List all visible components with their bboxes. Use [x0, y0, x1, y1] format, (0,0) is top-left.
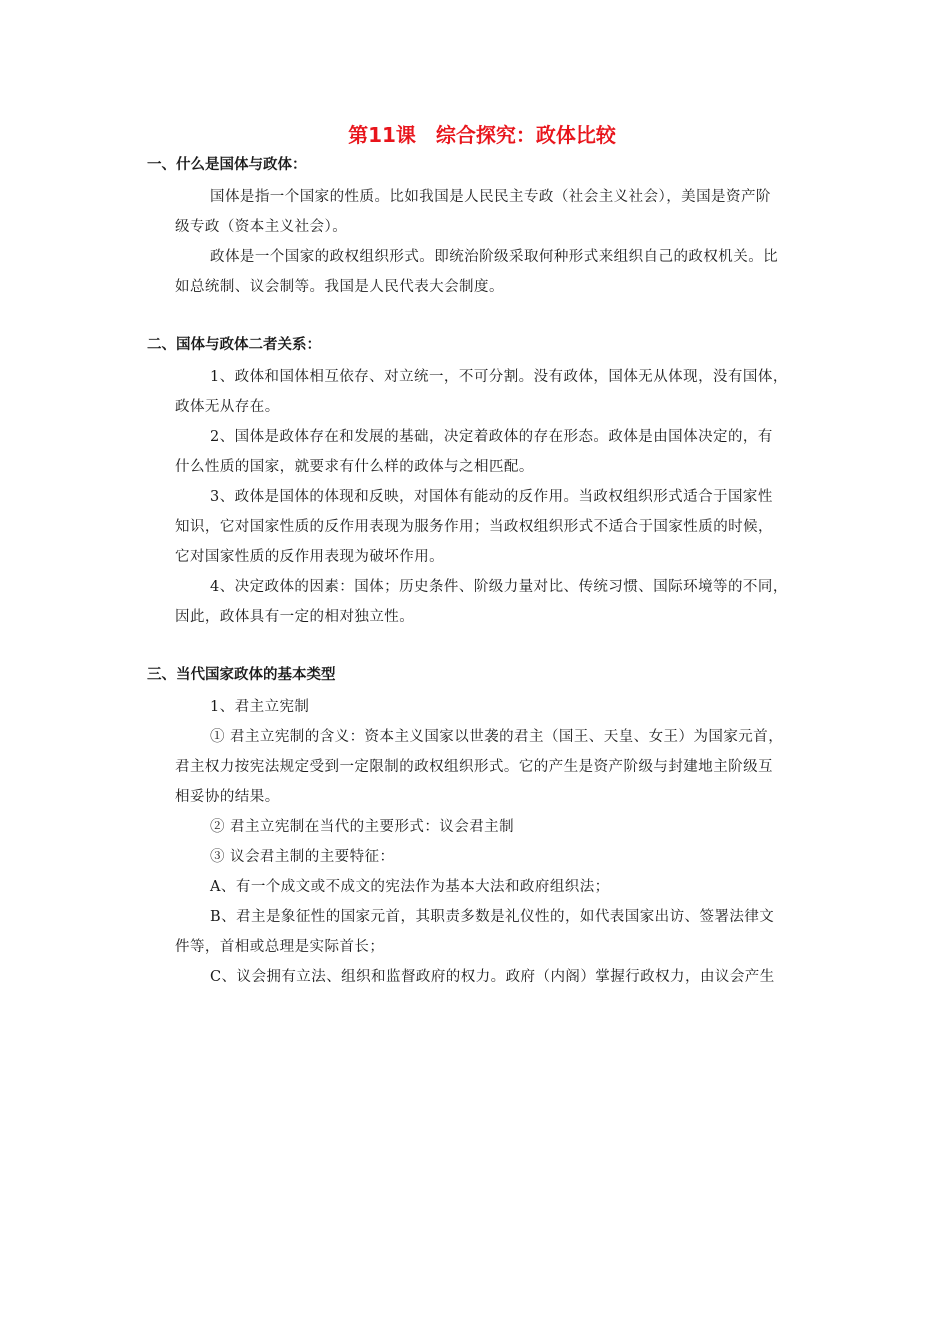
- paragraph-line: 相妥协的结果。: [175, 789, 280, 805]
- paragraph: [137, 482, 827, 572]
- paragraph-line: 国体是指一个国家的性质。比如我国是人民民主专政（社会主义社会），美国是资产阶: [210, 189, 771, 205]
- paragraph-line: 知识，它对国家性质的反作用表现为服务作用；当政权组织形式不适合于国家性质的时候，: [175, 519, 773, 535]
- paragraph: [137, 422, 827, 482]
- paragraph: [137, 872, 827, 902]
- paragraph: [137, 242, 827, 302]
- paragraph-line: 1、君主立宪制: [210, 699, 310, 715]
- paragraph-line: 君主权力按宪法规定受到一定限制的政权组织形式。它的产生是资产阶级与封建地主阶级互: [175, 759, 773, 775]
- page-title: 第11课 综合探究：政体比较: [348, 123, 616, 147]
- paragraph-line: 件等，首相或总理是实际首长；: [175, 939, 385, 955]
- paragraph: [137, 902, 827, 962]
- paragraph: [137, 812, 827, 842]
- paragraph-line: ① 君主立宪制的含义：资本主义国家以世袭的君主（国王、天皇、女王）为国家元首，: [210, 729, 784, 745]
- paragraph-line: C、议会拥有立法、组织和监督政府的权力。政府（内阁）掌握行政权力，由议会产生: [210, 969, 775, 985]
- paragraph-line: 如总统制、议会制等。我国是人民代表大会制度。: [175, 279, 504, 295]
- section-heading: 二、国体与政体二者关系：: [147, 337, 321, 353]
- paragraph-line: 政体无从存在。: [175, 399, 280, 415]
- paragraph: [137, 842, 827, 872]
- paragraph: [137, 182, 827, 242]
- paragraph-line: 3、政体是国体的体现和反映，对国体有能动的反作用。当政权组织形式适合于国家性: [210, 489, 773, 505]
- paragraph: [137, 722, 827, 812]
- document-page: [137, 118, 827, 992]
- section-heading: 一、什么是国体与政体：: [147, 157, 307, 173]
- paragraph-line: 因此，政体具有一定的相对独立性。: [175, 609, 415, 625]
- paragraph-line: 什么性质的国家，就要求有什么样的政体与之相匹配。: [175, 459, 534, 475]
- paragraph-line: 级专政（资本主义社会）。: [175, 219, 348, 235]
- paragraph-line: ② 君主立宪制在当代的主要形式：议会君主制: [210, 819, 515, 835]
- paragraph-line: ③ 议会君主制的主要特征：: [210, 849, 395, 865]
- paragraph-line: 它对国家性质的反作用表现为破坏作用。: [175, 549, 445, 565]
- paragraph: [137, 572, 827, 632]
- section-3: [137, 662, 827, 992]
- section-heading: 三、当代国家政体的基本类型: [147, 667, 336, 683]
- paragraph-line: A、有一个成文或不成文的宪法作为基本大法和政府组织法；: [210, 879, 610, 895]
- section-2: [137, 332, 827, 632]
- paragraph-line: 4、决定政体的因素：国体；历史条件、阶级力量对比、传统习惯、国际环境等的不同，: [210, 579, 788, 595]
- paragraph-line: 2、国体是政体存在和发展的基础，决定着政体的存在形态。政体是由国体决定的，有: [210, 429, 773, 445]
- paragraph-line: 政体是一个国家的政权组织形式。即统治阶级采取何种形式来组织自己的政权机关。比: [210, 249, 779, 265]
- paragraph: [137, 962, 827, 992]
- section-1: [137, 152, 827, 302]
- paragraph: [137, 692, 827, 722]
- paragraph: [137, 362, 827, 422]
- paragraph-line: B、君主是象征性的国家元首，其职责多数是礼仪性的，如代表国家出访、签署法律文: [210, 909, 775, 925]
- paragraph-line: 1、政体和国体相互依存、对立统一，不可分割。没有政体，国体无从体现，没有国体，: [210, 369, 788, 385]
